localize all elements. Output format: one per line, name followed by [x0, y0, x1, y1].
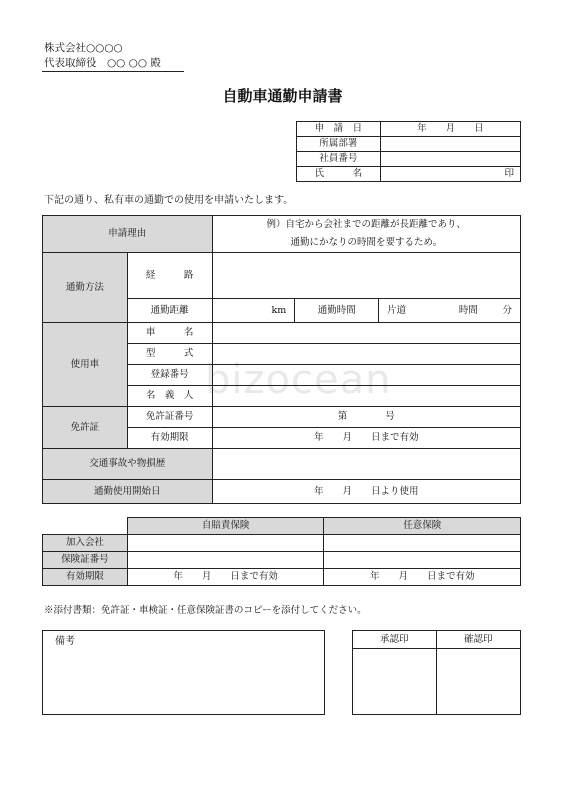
applicant-id-label: 社員番号 [297, 152, 381, 167]
remarks-box[interactable] [42, 630, 325, 715]
vehicle-label: 使用車 [43, 323, 128, 407]
approve-seal-label: 承認印 [353, 631, 437, 649]
time-label: 通勤時間 [295, 299, 379, 323]
route-label: 経 路 [127, 253, 212, 299]
compulsory-number-value[interactable] [127, 552, 324, 569]
page-title: 自動車通勤申請書 [222, 87, 343, 105]
applicant-id-value[interactable] [380, 152, 520, 167]
license-expiry-label: 有効期限 [127, 428, 212, 449]
vehicle-name-label: 車 名 [127, 323, 212, 344]
reason-value[interactable] [212, 216, 520, 253]
approval-table [352, 630, 521, 715]
applicant-name-seal[interactable]: 印 [380, 167, 520, 182]
insurance-table [42, 517, 521, 586]
commute-label: 通勤方法 [43, 253, 128, 323]
vehicle-name-value[interactable] [212, 323, 520, 344]
time-oneway: 片道 [387, 304, 407, 316]
company-name: 株式会社○○○○ [44, 42, 123, 54]
insurance-corner [43, 518, 128, 535]
license-number-value[interactable]: 第 号 [212, 407, 520, 428]
insurance-company-label: 加入会社 [43, 535, 128, 552]
watermark: bizocean [205, 357, 392, 403]
applicant-date-label: 申 請 日 [297, 122, 381, 137]
approve-seal-box[interactable] [353, 649, 437, 715]
insurance-expiry-label: 有効期限 [43, 569, 128, 586]
accident-label: 交通事故や物損歴 [43, 449, 213, 480]
confirm-seal-label: 確認印 [436, 631, 521, 649]
reason-label: 申請理由 [43, 216, 213, 253]
vehicle-reg-label: 登録番号 [127, 365, 212, 386]
distance-value[interactable] [212, 299, 295, 323]
attachment-note: ※添付書類：免許証・車検証・任意保険証書のコピーを添付してください。 [44, 605, 367, 616]
time-value[interactable] [379, 299, 521, 323]
license-expiry-value[interactable]: 年 月 日まで有効 [212, 428, 520, 449]
vehicle-model-label: 型 式 [127, 344, 212, 365]
main-table [42, 215, 521, 504]
start-date-value[interactable]: 年 月 日より使用 [212, 480, 520, 504]
applicant-date-value[interactable]: 年 月 日 [380, 122, 520, 137]
reason-example-line1: 例）自宅から会社までの距離が長距離であり、 [266, 219, 467, 230]
confirm-seal-box[interactable] [436, 649, 521, 715]
license-label: 免許証 [43, 407, 128, 449]
applicant-name-label: 氏 名 [297, 167, 381, 182]
license-number-label: 免許証番号 [127, 407, 212, 428]
voluntary-number-value[interactable] [324, 552, 521, 569]
time-min: 分 [502, 304, 512, 316]
applicant-dept-value[interactable] [380, 137, 520, 152]
time-hour: 時間 [458, 304, 478, 316]
start-date-label: 通勤使用開始日 [43, 480, 213, 504]
addressee-underline [42, 71, 184, 72]
vehicle-owner-label: 名 義 人 [127, 386, 212, 407]
applicant-dept-label: 所属部署 [297, 137, 381, 152]
compulsory-expiry-value[interactable]: 年 月 日まで有効 [127, 569, 324, 586]
vehicle-reg-value[interactable] [212, 365, 520, 386]
voluntary-expiry-value[interactable]: 年 月 日まで有効 [324, 569, 521, 586]
vehicle-model-value[interactable] [212, 344, 520, 365]
addressee: 代表取締役 ○○ ○○ 殿 [44, 57, 161, 69]
vehicle-owner-value[interactable] [212, 386, 520, 407]
reason-example-line2: 通勤にかなりの時間を要するため。 [290, 237, 443, 249]
remarks-label: 備考 [55, 636, 75, 647]
compulsory-header: 自賠責保険 [127, 518, 324, 535]
accident-value[interactable] [212, 449, 520, 480]
distance-unit: km [271, 304, 287, 316]
compulsory-company-value[interactable] [127, 535, 324, 552]
insurance-number-label: 保険証番号 [43, 552, 128, 569]
voluntary-company-value[interactable] [324, 535, 521, 552]
distance-label: 通勤距離 [127, 299, 212, 323]
intro-text: 下記の通り、私有車の通勤での使用を申請いたします。 [44, 195, 294, 206]
applicant-table [296, 121, 521, 182]
route-value[interactable] [212, 253, 520, 299]
voluntary-header: 任意保険 [324, 518, 521, 535]
